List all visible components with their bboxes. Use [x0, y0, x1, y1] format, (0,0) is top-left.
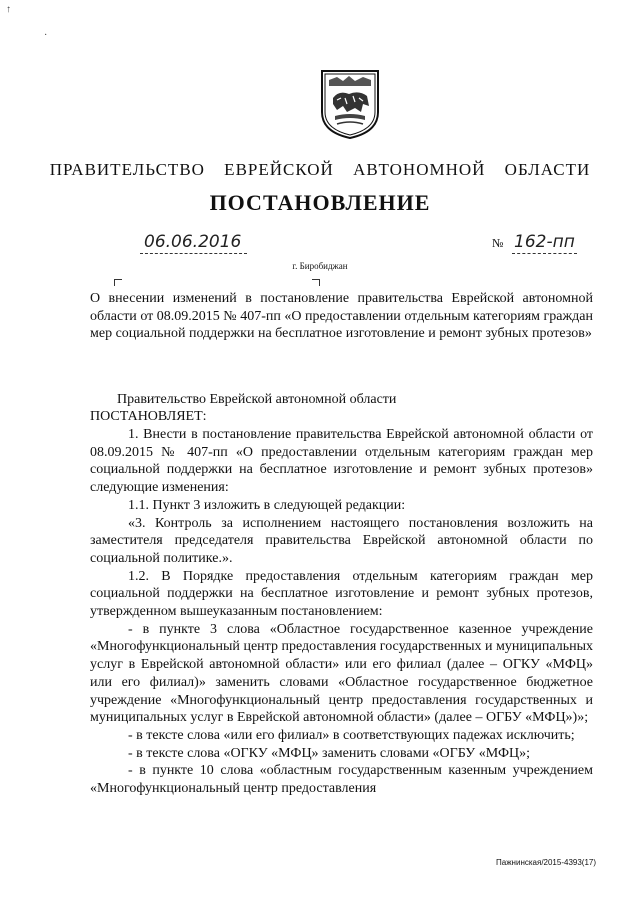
document-number: 162-пп — [514, 232, 575, 252]
resolves-heading: ПОСТАНОВЛЯЕТ: — [90, 409, 207, 424]
body-paragraph: - в тексте слова «или его филиал» в соответствующих падежах исключить; — [128, 727, 575, 743]
body-paragraph: 1. Внести в постановление правительства Еврейской автономной области от 08.09.2015 № 407-пп «О предоставлении отдельным категориям граждан мер социальной поддержки на бесплатное изготовление и ремонт зубных протезов» следующие изменения: — [90, 427, 593, 496]
government-title: ПРАВИТЕЛЬСТВО ЕВРЕЙСКОЙ АВТОНОМНОЙ ОБЛАСТИ — [49, 160, 591, 179]
scan-mark: ↑ — [6, 4, 11, 15]
footer-code: Пажнинская/2015-4393(17) — [496, 858, 597, 867]
subject-bracket-left — [114, 279, 122, 286]
document-type-heading: ПОСТАНОВЛЕНИЕ — [209, 190, 431, 215]
body-paragraph: - в тексте слова «ОГКУ «МФЦ» заменить словами «ОГБУ «МФЦ»; — [128, 745, 531, 761]
document-date: 06.06.2016 — [140, 232, 247, 254]
body-paragraph: - в пункте 10 слова «областным государственным казенным учреждением «Многофункциональный центр предоставления — [90, 763, 593, 797]
city-label: г. Биробиджан — [292, 261, 348, 271]
issuing-authority: Правительство Еврейской автономной области — [117, 392, 397, 407]
coat-of-arms-emblem-icon — [319, 68, 381, 140]
body-paragraph: - в пункте 3 слова «Областное государственное казенное учреждение «Многофункциональный центр предоставления государственных и муниципальных услуг в Еврейской автономной области» или его филиал (далее – ОГКУ «МФЦ» или его филиал)» заменить словами «Областное государственное бюджетное учреждение «Многофункциональный центр предоставления государственных и муниципальных услуг в Еврейской автономной области» (далее – ОГБУ «МФЦ»)»; — [90, 621, 593, 726]
subject-bracket-right — [312, 279, 320, 286]
document-subject: О внесении изменений в постановление правительства Еврейской автономной области от 08.09.2015 № 407-пп «О предоставлении отдельным категориям граждан мер социальной поддержки на бесплатное изготовление и ремонт зубных протезов» — [90, 291, 593, 342]
scan-mark: · — [44, 30, 48, 41]
body-paragraph: 1.2. В Порядке предоставления отдельным категориям граждан мер социальной поддержки на бесплатное изготовление и ремонт зубных протезов, утвержденном вышеуказанным постановлением: — [90, 568, 593, 620]
number-label: № — [492, 236, 504, 250]
document-body — [90, 426, 593, 798]
body-paragraph: 1.1. Пункт 3 изложить в следующей редакции: — [128, 497, 406, 513]
body-paragraph: «3. Контроль за исполнением настоящего постановления возложить на заместителя председателя правительства Еврейской автономной области по социальной политике.». — [90, 515, 593, 566]
